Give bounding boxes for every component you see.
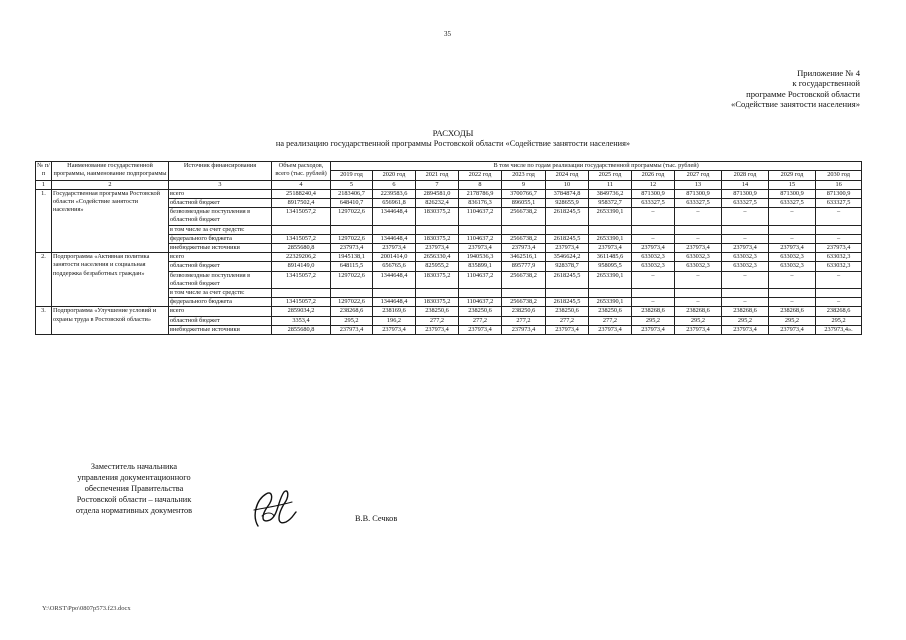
header-year: 2026 год — [632, 171, 675, 180]
amount-cell: 2855680,8 — [272, 325, 331, 334]
amount-cell: 3784874,8 — [546, 189, 589, 198]
amount-cell: 295,2 — [816, 316, 862, 325]
file-path: Y:\ORST\Ppo\0807p573.f23.docx — [42, 605, 131, 612]
appendix-line: программе Ростовской области — [746, 88, 860, 99]
amount-cell: – — [769, 271, 816, 288]
funding-source: федерального бюджета — [169, 298, 272, 307]
amount-cell: 871300,9 — [722, 189, 769, 198]
column-index: 15 — [769, 180, 816, 189]
header-year: 2029 год — [769, 171, 816, 180]
amount-cell: 633032,3 — [675, 253, 722, 262]
program-name: Государственная программа Ростовской области «Содействие занятости населения» — [52, 189, 169, 252]
amount-cell: 237973,4». — [816, 325, 862, 334]
amount-cell: 1297022,6 — [331, 234, 373, 243]
amount-cell: 2566738,2 — [502, 208, 546, 225]
amount-cell — [589, 225, 632, 234]
amount-cell: 3546624,2 — [546, 253, 589, 262]
amount-cell: – — [769, 234, 816, 243]
header-source: Источник финансирования — [169, 162, 272, 181]
funding-source: всего — [169, 189, 272, 198]
table-row — [36, 253, 862, 262]
amount-cell — [769, 225, 816, 234]
amount-cell: 237973,4 — [502, 244, 546, 253]
amount-cell: 237973,4 — [416, 244, 459, 253]
amount-cell: 648115,5 — [331, 262, 373, 271]
amount-cell: – — [632, 298, 675, 307]
header-year: 2027 год — [675, 171, 722, 180]
amount-cell: 237973,4 — [459, 325, 502, 334]
amount-cell: 238268,6 — [722, 307, 769, 316]
amount-cell — [816, 289, 862, 298]
amount-cell — [416, 289, 459, 298]
signatory-line: отдела нормативных документов — [75, 506, 193, 515]
amount-cell: 871300,9 — [769, 189, 816, 198]
amount-cell: 2618245,5 — [546, 234, 589, 243]
handwritten-signature — [248, 486, 298, 530]
funding-source: всего — [169, 253, 272, 262]
amount-cell: 1344648,4 — [373, 271, 416, 288]
amount-cell: 238268,6 — [632, 307, 675, 316]
amount-cell: 2618245,5 — [546, 208, 589, 225]
header-volume: Объем расходов, всего (тыс. рублей) — [272, 162, 331, 181]
amount-cell: 2894581,0 — [416, 189, 459, 198]
amount-cell: 1830375,2 — [416, 271, 459, 288]
amount-cell: 196,2 — [373, 316, 416, 325]
amount-cell: 237973,4 — [632, 325, 675, 334]
header-year: 2019 год — [331, 171, 373, 180]
amount-cell: 633327,5 — [632, 199, 675, 208]
amount-cell: – — [722, 234, 769, 243]
header-year: 2030 год — [816, 171, 862, 180]
amount-cell: – — [722, 298, 769, 307]
amount-cell: 238169,6 — [373, 307, 416, 316]
amount-cell: 25188240,4 — [272, 189, 331, 198]
amount-cell: 238268,6 — [769, 307, 816, 316]
amount-cell: 295,2 — [769, 316, 816, 325]
amount-cell: 633032,3 — [769, 253, 816, 262]
column-index: 3 — [169, 180, 272, 189]
funding-source: областной бюджет — [169, 199, 272, 208]
amount-cell: 237973,4 — [722, 244, 769, 253]
amount-cell — [331, 289, 373, 298]
amount-cell: 958095,5 — [589, 262, 632, 271]
amount-cell — [675, 289, 722, 298]
column-index: 11 — [589, 180, 632, 189]
amount-cell: 237973,4 — [546, 325, 589, 334]
amount-cell — [502, 225, 546, 234]
amount-cell: 295,2 — [632, 316, 675, 325]
amount-cell: 13415057,2 — [272, 234, 331, 243]
amount-cell: 633327,5 — [769, 199, 816, 208]
amount-cell: – — [816, 298, 862, 307]
column-index-row — [36, 180, 862, 189]
amount-cell: 896055,1 — [502, 199, 546, 208]
amount-cell: 295,2 — [722, 316, 769, 325]
amount-cell: 2239583,6 — [373, 189, 416, 198]
amount-cell: 237973,4 — [675, 244, 722, 253]
funding-source: федерального бюджета — [169, 234, 272, 243]
amount-cell: 2618245,5 — [546, 271, 589, 288]
amount-cell: 237973,4 — [416, 325, 459, 334]
amount-cell: 1104637,2 — [459, 208, 502, 225]
amount-cell: – — [816, 234, 862, 243]
amount-cell: 237973,4 — [769, 325, 816, 334]
amount-cell: 656765,6 — [373, 262, 416, 271]
header-year: 2023 год — [502, 171, 546, 180]
header-years-group: В том числе по годам реализации государственной программы (тыс. рублей) — [331, 162, 862, 171]
amount-cell: 237973,4 — [373, 244, 416, 253]
amount-cell: 1104637,2 — [459, 234, 502, 243]
amount-cell: 237973,4 — [769, 244, 816, 253]
amount-cell: 237973,4 — [816, 244, 862, 253]
amount-cell: 277,2 — [502, 316, 546, 325]
funding-source: всего — [169, 307, 272, 316]
amount-cell: 2653390,1 — [589, 208, 632, 225]
amount-cell: 1940536,3 — [459, 253, 502, 262]
amount-cell: 958372,7 — [589, 199, 632, 208]
signatory-position — [48, 461, 220, 516]
amount-cell: 238250,6 — [546, 307, 589, 316]
amount-cell — [546, 225, 589, 234]
amount-cell — [373, 289, 416, 298]
amount-cell — [502, 289, 546, 298]
amount-cell — [546, 289, 589, 298]
program-number: 2. — [36, 253, 52, 307]
amount-cell: 871300,9 — [632, 189, 675, 198]
column-index: 5 — [331, 180, 373, 189]
appendix-line: к государственной — [792, 78, 860, 89]
amount-cell: 825955,2 — [416, 262, 459, 271]
amount-cell: 2566738,2 — [502, 234, 546, 243]
appendix-note — [620, 68, 860, 109]
amount-cell: 2566738,2 — [502, 271, 546, 288]
amount-cell: 237973,4 — [331, 325, 373, 334]
amount-cell — [272, 225, 331, 234]
table-body — [36, 162, 862, 335]
column-index: 9 — [502, 180, 546, 189]
column-index: 2 — [52, 180, 169, 189]
amount-cell: 1344648,4 — [373, 234, 416, 243]
funding-source: безвозмездные поступления в областной бюджет — [169, 271, 272, 288]
amount-cell: 13415057,2 — [272, 298, 331, 307]
funding-source: безвозмездные поступления в областной бюджет — [169, 208, 272, 225]
amount-cell: 2656330,4 — [416, 253, 459, 262]
header-num: № п/п — [36, 162, 52, 181]
amount-cell — [632, 225, 675, 234]
amount-cell: 871300,9 — [816, 189, 862, 198]
amount-cell — [331, 225, 373, 234]
amount-cell: 237973,4 — [722, 325, 769, 334]
amount-cell — [675, 225, 722, 234]
program-name: Подпрограмма «Активная политика занятости населения и социальная поддержка безработных граждан» — [52, 253, 169, 307]
column-index: 7 — [416, 180, 459, 189]
header-year: 2028 год — [722, 171, 769, 180]
amount-cell: 1297022,6 — [331, 271, 373, 288]
amount-cell: 238250,6 — [416, 307, 459, 316]
column-index: 12 — [632, 180, 675, 189]
column-index: 6 — [373, 180, 416, 189]
amount-cell: 238250,6 — [589, 307, 632, 316]
amount-cell: 238250,6 — [502, 307, 546, 316]
amount-cell: 2178786,9 — [459, 189, 502, 198]
amount-cell: 633032,3 — [675, 262, 722, 271]
amount-cell: 1945138,1 — [331, 253, 373, 262]
amount-cell — [459, 289, 502, 298]
funding-source: в том числе за счет средств: — [169, 289, 272, 298]
amount-cell: – — [675, 271, 722, 288]
amount-cell: – — [722, 208, 769, 225]
column-index: 16 — [816, 180, 862, 189]
amount-cell: 1104637,2 — [459, 271, 502, 288]
header-name: Наименование государственной программы, наименование подпрограммы — [52, 162, 169, 181]
amount-cell: 22329206,2 — [272, 253, 331, 262]
amount-cell: 928655,9 — [546, 199, 589, 208]
amount-cell: 237973,4 — [675, 325, 722, 334]
column-index: 14 — [722, 180, 769, 189]
amount-cell: 237973,4 — [502, 325, 546, 334]
amount-cell: 895777,9 — [502, 262, 546, 271]
amount-cell: 3462516,1 — [502, 253, 546, 262]
amount-cell: – — [816, 208, 862, 225]
funding-source: внебюджетные источники — [169, 244, 272, 253]
amount-cell: 13415057,2 — [272, 208, 331, 225]
signatory-line: обеспечения Правительства — [84, 484, 184, 493]
amount-cell: – — [769, 298, 816, 307]
amount-cell: 3353,4 — [272, 316, 331, 325]
amount-cell: 633327,5 — [816, 199, 862, 208]
amount-cell: 633032,3 — [632, 262, 675, 271]
amount-cell: 237973,4 — [373, 325, 416, 334]
amount-cell: 277,2 — [589, 316, 632, 325]
signatory-name: В.В. Сечков — [355, 514, 398, 523]
table-row — [36, 307, 862, 316]
amount-cell: 1104637,2 — [459, 298, 502, 307]
amount-cell: 648410,7 — [331, 199, 373, 208]
amount-cell: – — [816, 271, 862, 288]
amount-cell: 237973,4 — [331, 244, 373, 253]
amount-cell: 2859034,2 — [272, 307, 331, 316]
amount-cell: 826232,4 — [416, 199, 459, 208]
amount-cell: 2183406,7 — [331, 189, 373, 198]
amount-cell: 1344648,4 — [373, 298, 416, 307]
amount-cell: 237973,4 — [589, 325, 632, 334]
column-index: 1 — [36, 180, 52, 189]
amount-cell: 1830375,2 — [416, 298, 459, 307]
amount-cell: 238268,6 — [331, 307, 373, 316]
header-row — [36, 162, 862, 171]
amount-cell: – — [632, 271, 675, 288]
amount-cell: 277,2 — [546, 316, 589, 325]
amount-cell: 2566738,2 — [502, 298, 546, 307]
amount-cell — [722, 225, 769, 234]
amount-cell: 1297022,6 — [331, 298, 373, 307]
amount-cell: 238268,6 — [816, 307, 862, 316]
header-year: 2020 год — [373, 171, 416, 180]
amount-cell: 277,2 — [459, 316, 502, 325]
signatory-line: Заместитель начальника — [90, 462, 178, 471]
amount-cell: 3700766,7 — [502, 189, 546, 198]
amount-cell: 2855680,8 — [272, 244, 331, 253]
amount-cell: 633327,5 — [675, 199, 722, 208]
amount-cell: 3611485,6 — [589, 253, 632, 262]
amount-cell — [459, 225, 502, 234]
header-year: 2025 год — [589, 171, 632, 180]
funding-source: областной бюджет — [169, 262, 272, 271]
amount-cell: 633032,3 — [632, 253, 675, 262]
amount-cell: 871300,9 — [675, 189, 722, 198]
amount-cell: 633032,3 — [816, 253, 862, 262]
program-name: Подпрограмма «Улучшение условий и охраны труда в Ростовской области» — [52, 307, 169, 335]
header-year: 2024 год — [546, 171, 589, 180]
amount-cell: 633032,3 — [769, 262, 816, 271]
amount-cell — [589, 289, 632, 298]
amount-cell — [373, 225, 416, 234]
amount-cell — [272, 289, 331, 298]
document-title: РАСХОДЫ — [432, 128, 474, 138]
funding-source: внебюджетные источники — [169, 325, 272, 334]
amount-cell: 633032,3 — [816, 262, 862, 271]
amount-cell: 2001414,0 — [373, 253, 416, 262]
amount-cell — [416, 225, 459, 234]
document-subtitle: на реализацию государственной программы Ростовской области «Содействие занятости населения» — [275, 139, 631, 148]
amount-cell: 835899,1 — [459, 262, 502, 271]
amount-cell: 295,2 — [675, 316, 722, 325]
page-number: 35 — [444, 30, 451, 38]
column-index: 8 — [459, 180, 502, 189]
amount-cell: 633032,3 — [722, 253, 769, 262]
column-index: 4 — [272, 180, 331, 189]
header-year: 2022 год — [459, 171, 502, 180]
expenses-table — [35, 161, 862, 335]
amount-cell: 1297022,6 — [331, 208, 373, 225]
column-index: 13 — [675, 180, 722, 189]
program-number: 1. — [36, 189, 52, 252]
amount-cell: 1830375,2 — [416, 234, 459, 243]
amount-cell: 237973,4 — [459, 244, 502, 253]
amount-cell — [816, 225, 862, 234]
amount-cell: 238250,6 — [459, 307, 502, 316]
amount-cell: 928378,7 — [546, 262, 589, 271]
amount-cell: 277,2 — [416, 316, 459, 325]
amount-cell: – — [722, 271, 769, 288]
amount-cell: – — [675, 298, 722, 307]
amount-cell: 2653390,1 — [589, 234, 632, 243]
table-row — [36, 189, 862, 198]
amount-cell: 3849736,2 — [589, 189, 632, 198]
signatory-line: Ростовской области – начальник — [76, 495, 192, 504]
amount-cell: – — [675, 208, 722, 225]
column-index: 10 — [546, 180, 589, 189]
amount-cell: 295,2 — [331, 316, 373, 325]
amount-cell: 238268,6 — [675, 307, 722, 316]
appendix-line: «Содействие занятости населения» — [731, 98, 860, 109]
amount-cell: 836176,3 — [459, 199, 502, 208]
amount-cell: – — [769, 208, 816, 225]
amount-cell: 237973,4 — [632, 244, 675, 253]
amount-cell — [632, 289, 675, 298]
amount-cell: 1344648,4 — [373, 208, 416, 225]
amount-cell: 2653390,1 — [589, 271, 632, 288]
amount-cell: 13415057,2 — [272, 271, 331, 288]
amount-cell — [769, 289, 816, 298]
header-year: 2021 год — [416, 171, 459, 180]
amount-cell: 8914149,0 — [272, 262, 331, 271]
amount-cell: 1830375,2 — [416, 208, 459, 225]
amount-cell: 2618245,5 — [546, 298, 589, 307]
signatory-line: управления документационного — [77, 473, 191, 482]
amount-cell: – — [632, 234, 675, 243]
appendix-line: Приложение № 4 — [797, 68, 860, 78]
amount-cell — [722, 289, 769, 298]
amount-cell: 8917502,4 — [272, 199, 331, 208]
amount-cell: – — [632, 208, 675, 225]
amount-cell: 237973,4 — [546, 244, 589, 253]
amount-cell: 656961,8 — [373, 199, 416, 208]
amount-cell: – — [675, 234, 722, 243]
amount-cell: 2653390,1 — [589, 298, 632, 307]
funding-source: в том числе за счет средств: — [169, 225, 272, 234]
amount-cell: 237973,4 — [589, 244, 632, 253]
program-number: 3. — [36, 307, 52, 335]
amount-cell: 633327,5 — [722, 199, 769, 208]
funding-source: областной бюджет — [169, 316, 272, 325]
amount-cell: 633032,3 — [722, 262, 769, 271]
